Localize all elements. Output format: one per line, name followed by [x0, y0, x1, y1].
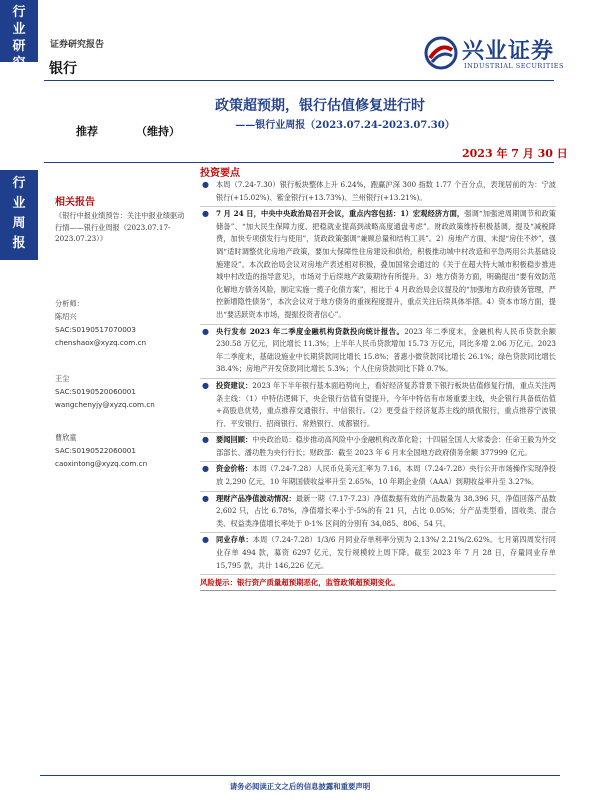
report-date: 2023 年 7 月 30 日: [462, 147, 568, 160]
risk-warning: 风险提示：银行资产质量超预期恶化，监管政策超预期变化。: [200, 575, 556, 591]
tab-char: 周: [12, 216, 26, 231]
report-type-label: 证券研究报告: [50, 40, 105, 50]
tab-char: 业: [12, 22, 26, 37]
summary-bullet-wealth-products: [200, 492, 556, 534]
analyst-sac-id: SAC:S0190522060001: [55, 446, 136, 455]
analyst-email[interactable]: wangchenyjy@xyzq.com.cn: [55, 400, 155, 409]
analyst-card: [55, 372, 195, 411]
summary-bullet-ncd: [200, 533, 556, 575]
logo-text-en: INDUSTRIAL SECURITIES: [464, 62, 564, 70]
bullet-lead: 投资建议：: [216, 380, 253, 390]
analyst-email[interactable]: caoxintong@xyzq.com.cn: [55, 459, 148, 468]
tab-char: 研: [12, 39, 26, 54]
bullet-lead: 央行发布 2023 年二季度金融机构贷款投向统计报告。: [216, 326, 405, 336]
related-report-link[interactable]: 《银行中报业绩预告：关注中报业绩驱动行情——银行业周报（2023.07.17-2023.07.23）》: [55, 211, 185, 243]
analyst-card: [55, 431, 195, 470]
bullet-text: 本周（7.24-7.30）银行板块整体上升 6.24%，跑赢沪深 300 指数 1.77 个百分点，表现居前的为：宁波银行(+15.02%)、紫金银行(+13.73%)、兰州银行(+13.21%)。: [216, 180, 556, 202]
analyst-sac-id: SAC:S0190517070003: [55, 325, 136, 334]
footer-disclaimer: 请务必阅读正文之后的信息披露和重要声明: [229, 782, 371, 791]
logo-mark-icon: [424, 36, 458, 70]
bullet-lead: 理财产品净值波动情况：: [216, 493, 296, 503]
header-divider: [44, 80, 554, 81]
summary-bullet-weekly-performance: [200, 178, 556, 207]
summary-bullet-loan-report: [200, 325, 556, 379]
tab-char: 行: [12, 5, 26, 20]
bullet-lead: 要闻回顾：: [216, 435, 253, 445]
bullet-text: 本周（7.24-7.28）人民币兑美元汇率为 7.16。本周（7.24-7.28）央行公开市场操作实现净投放 2,290 亿元，10 年期国债收益率升至 2.65%，10 年期企业债（AAA）到期收益率升至 3.27%。: [216, 464, 556, 487]
bullet-lead: 资金价格：: [216, 464, 253, 474]
bullet-dot-icon: ●: [202, 464, 209, 474]
section-tab-industry-weekly: [0, 170, 38, 260]
analyst-card: [55, 297, 195, 349]
related-reports-heading: 相关报告: [55, 197, 95, 208]
industry-label: 银行: [49, 61, 77, 77]
analyst-sac-id: SAC:S0190520060001: [55, 387, 136, 396]
rating-change-label: （维持）: [136, 125, 180, 138]
bullet-dot-icon: ●: [202, 435, 209, 445]
bullet-lead: 同业存单：: [216, 535, 253, 545]
company-logo: [424, 36, 564, 72]
bullet-text: 强调“加强逆周期调节和政策储备”、“加大民生保障力度、把稳就业提高到战略高度通盘考虑”。财政政策维持积极基调，提及“减税降费，加快专项债发行与使用”，货政政策强调“兼顾总量和结构工具”。2）房地产方面，未提“房住不炒”，强调“适时调整优化房地产政策，要加大保障性住房建设和供给，积极推动城中村改造和平急两用公共基础设施建设”。本次政治局会议对房地产表述相对积极，叠加国常会通过的《关于在超大特大城市积极稳步推进城中村改造的指导意见》，市场对于后续地产政策期待有所提升。3）地方债务方面，明确提出“要有效防范化解地方债务风险，制定实施一揽子化债方案”，相比于 4 月政治局会议提及的“加强地方政府债务管理，严控新增隐性债务”，本次会议对于地方债务的重视程度提升，重点关注后续具体举措。4）资本市场方面，提出“要活跃资本市场，提振投资者信心”。: [216, 209, 556, 319]
bullet-dot-icon: ●: [202, 380, 209, 390]
bullet-dot-icon: ●: [202, 180, 209, 189]
analyst-name: 陈绍兴: [55, 312, 77, 321]
analyst-name: 曹欣童: [55, 433, 77, 442]
summary-bullet-politburo: [200, 207, 556, 324]
summary-bullet-investment-advice: [200, 379, 556, 433]
bullet-dot-icon: ●: [202, 535, 209, 545]
tab-char: 报: [12, 236, 26, 251]
summary-bullets: [200, 178, 556, 591]
logo-text-cn: 兴业证券: [462, 38, 555, 64]
bullet-lead: 7 月 24 日，中央中央政治局召开会议，重点内容包括：1）宏观经济方面，: [216, 209, 465, 219]
bullet-text: 本周（7.24-7.28）1/3/6 月同业存单利率分别为 2.13%/ 2.21%/2.62%。七月第四周发行同业存单 494 款，募资 6297 亿元，发行规模较上周下降。截至 2023 年 7 月 28 日，存量同业存单 15,795 款，共计 146,226 亿元。: [216, 535, 556, 570]
section-tab-industry-research: [0, 0, 38, 71]
summary-bullet-funding-price: [200, 462, 556, 491]
footer-divider: [40, 775, 560, 776]
bullet-text: 2023 年下半年银行基本面趋势向上，看好经济复苏背景下银行板块估值修复行情，重点关注两条主线：（1）中特估逻辑下，央企银行估值有望提升，今年中特估有市场重要主线，央企银行具备低估值+高股息优势，重点推荐交通银行、中信银行。（2）更受益于经济复苏主线的绩优银行，重点推荐宁波银行、平安银行、招商银行、常熟银行、成都银行。: [216, 380, 556, 428]
summary-bullet-news: [200, 433, 556, 462]
tab-char: 业: [12, 196, 26, 211]
analyst-name: 王尘: [55, 374, 70, 383]
bullet-dot-icon: ●: [202, 326, 209, 336]
bullet-text: 中央政治局：稳步推动高风险中小金融机构改革化险；十四届全国人大常委会：任命王毅为外交部部长、潘功胜为央行行长；财政部：截至 2023 年 6 月末全国地方政府债务余额 377999 亿元。: [216, 435, 556, 457]
analyst-email[interactable]: chenshaox@xyzq.com.cn: [55, 338, 147, 347]
report-subtitle: ——银行业周报（2023.07.24-2023.07.30）: [235, 120, 455, 131]
bullet-text: 2023 年二季度末，金融机构人民币贷款余额 230.58 万亿元，同比增长 11.3%；上半年人民币贷款增加 15.73 万亿元，同比多增 2.06 万亿元。2023 年二季度末，基础设施业中长期贷款同比增长 15.8%；普惠小微贷款同比增长 26.1%；绿色贷款同比增长 38.4%；房地产开发贷款同比增长 5.3%；个人住房贷款同比下降 0.7%。: [216, 326, 556, 374]
bullet-dot-icon: ●: [202, 209, 209, 219]
tab-char: 行: [12, 176, 26, 191]
summary-heading: 投资要点: [200, 168, 240, 179]
report-title: 政策超预期，银行估值修复进行时: [215, 98, 425, 114]
analyst-role: 分析师：: [55, 299, 84, 308]
tab-char: 究: [12, 56, 26, 71]
bullet-dot-icon: ●: [202, 493, 209, 503]
date-divider: [44, 162, 554, 163]
bullet-text: 最新一期（7.17-7.23）净值数据有效的产品数量为 38,396 只，净值回落产品数 2,602 只，占比 6.78%，净值增长率小于-5%的有 21 只，占比 0.05%；分产品类型看，固收类、混合类、权益类净值增长率处于 0-1% 区间的分别有 34,085、806、54 只。: [216, 493, 556, 528]
rating-label: 推荐: [76, 125, 98, 138]
